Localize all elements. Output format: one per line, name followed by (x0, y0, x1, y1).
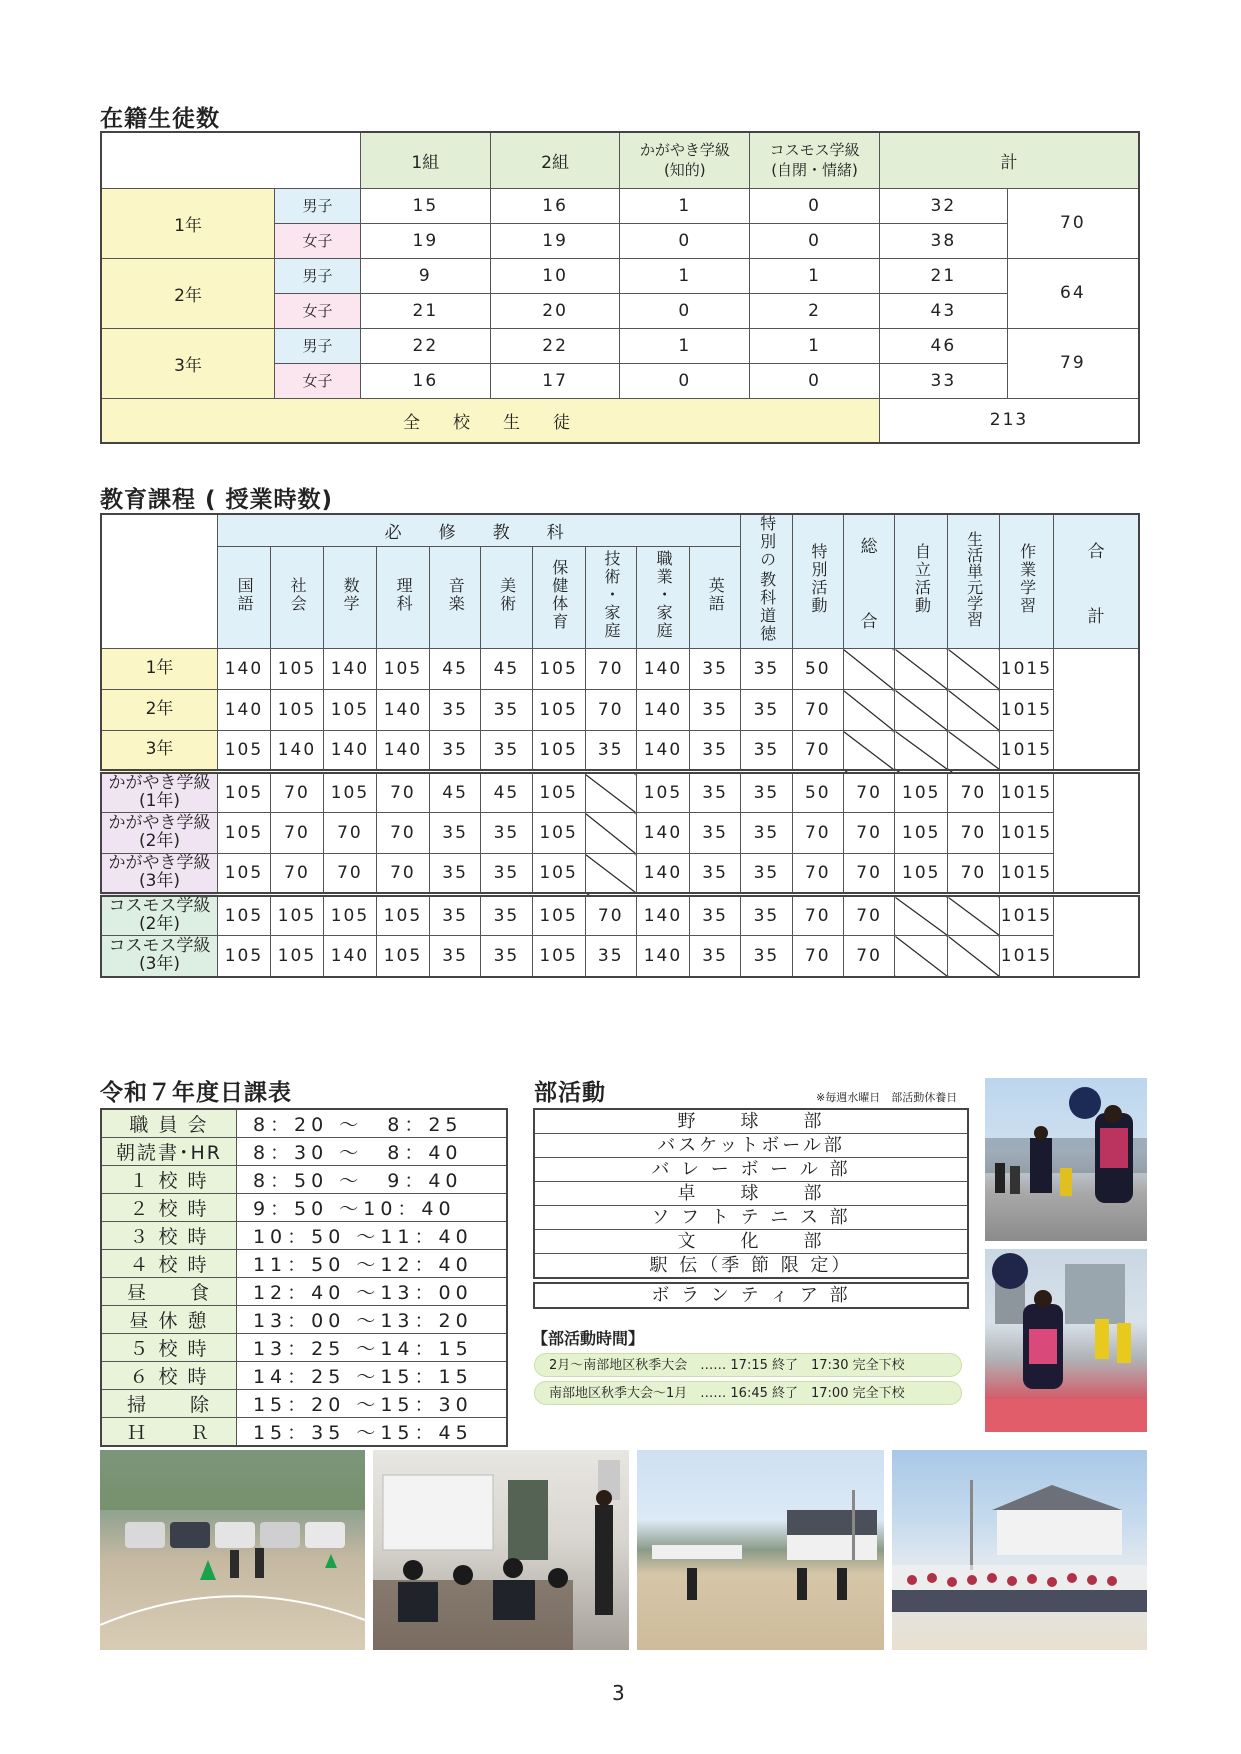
hours-cell: 105 (217, 854, 270, 895)
clubs-note: ※毎週水曜日 部活動休養日 (816, 1091, 958, 1104)
period-time: 13：00 〜13：20 (236, 1306, 507, 1334)
curriculum-row-label: かがやき学級 (1年) (101, 772, 217, 813)
period-time: 13：25 〜14：15 (236, 1334, 507, 1362)
school-total-label: 全 校 生 徒 (101, 398, 879, 443)
hours-cell: 70 (270, 854, 323, 895)
count-c2: 16 (490, 188, 620, 223)
hours-cell: 35 (481, 731, 532, 772)
required-subjects-label: 必 修 教 科 (217, 514, 740, 546)
schedule-row (101, 1362, 507, 1390)
header-total: 合 計 (1054, 514, 1139, 649)
curriculum-row (101, 690, 1139, 731)
hours-cell: 105 (376, 936, 429, 977)
hours-cell: 70 (376, 772, 429, 813)
hours-cell: 105 (532, 731, 585, 772)
subject-header: 保健体育 (532, 546, 585, 648)
count-sub: 33 (879, 363, 1007, 398)
club-hours-2: 南部地区秋季大会〜1月 …… 16:45 終了 17:00 完全下校 (534, 1381, 962, 1405)
hours-cell: 1015 (999, 731, 1054, 772)
header-sagyo: 作業学習 (999, 514, 1054, 649)
period-name: 昼 休 憩 (101, 1306, 236, 1334)
hours-cell: 35 (585, 731, 636, 772)
curriculum-row-label: コスモス学級 (2年) (101, 895, 217, 936)
hours-cell: 1015 (999, 772, 1054, 813)
curriculum-row (101, 813, 1139, 854)
hours-cell: 35 (585, 936, 636, 977)
period-name: 昼 食 (101, 1278, 236, 1306)
count-sub: 38 (879, 223, 1007, 258)
hours-cell: 70 (585, 895, 636, 936)
festival-parade-photo (985, 1249, 1147, 1432)
hours-cell: 45 (481, 772, 532, 813)
hours-cell: 140 (376, 690, 429, 731)
subject-header: 英語 (689, 546, 740, 648)
hours-cell: 35 (481, 854, 532, 895)
hours-cell: 140 (636, 813, 689, 854)
count-kagayaki: 0 (620, 223, 750, 258)
count-c1: 21 (360, 293, 490, 328)
count-c1: 22 (360, 328, 490, 363)
hours-cell: 35 (689, 895, 740, 936)
hours-cell: 105 (532, 936, 585, 977)
hours-cell: 35 (741, 649, 792, 690)
hours-cell: 140 (636, 731, 689, 772)
count-cosmos: 0 (750, 223, 880, 258)
period-name: ３ 校 時 (101, 1222, 236, 1250)
curriculum-row (101, 731, 1139, 772)
hours-cell: 70 (948, 772, 999, 813)
period-time: 8：30 〜 8：40 (236, 1138, 507, 1166)
curriculum-row (101, 854, 1139, 895)
hours-cell: 45 (429, 772, 480, 813)
hours-cell: 35 (429, 731, 480, 772)
sex-label: 女子 (275, 363, 361, 398)
header-moral: 特別の 教科道徳 (741, 514, 792, 649)
hours-cell: 70 (376, 854, 429, 895)
hours-cell: 105 (376, 649, 429, 690)
enrollment-row (101, 188, 1139, 223)
hours-cell: 140 (636, 649, 689, 690)
hours-cell: 35 (689, 731, 740, 772)
not-applicable-cell (948, 936, 999, 977)
curriculum-row (101, 895, 1139, 936)
hours-cell: 1015 (999, 895, 1054, 936)
hours-cell: 45 (481, 649, 532, 690)
hours-cell: 35 (689, 854, 740, 895)
hours-cell: 35 (429, 690, 480, 731)
hours-cell: 70 (792, 895, 843, 936)
not-applicable-cell (948, 895, 999, 936)
volunteer-box (533, 1282, 969, 1309)
count-c2: 20 (490, 293, 620, 328)
count-cosmos: 0 (750, 363, 880, 398)
hours-cell: 105 (323, 690, 376, 731)
curriculum-title: 教育課程 ( 授業時数) (100, 487, 334, 513)
hours-cell: 35 (481, 690, 532, 731)
period-name: Ｈ Ｒ (101, 1418, 236, 1447)
grade-total: 64 (1007, 258, 1139, 328)
hours-cell: 140 (323, 936, 376, 977)
hours-cell: 35 (741, 936, 792, 977)
count-sub: 43 (879, 293, 1007, 328)
hours-cell: 140 (376, 731, 429, 772)
count-kagayaki: 1 (620, 188, 750, 223)
count-cosmos: 0 (750, 188, 880, 223)
period-time: 15：20 〜15：30 (236, 1390, 507, 1418)
grade-total: 79 (1007, 328, 1139, 398)
hours-cell: 1015 (999, 936, 1054, 977)
hours-cell: 70 (948, 813, 999, 854)
grade-label: 2年 (101, 258, 275, 328)
hours-cell: 105 (217, 813, 270, 854)
header-kagayaki: かがやき学級 (知的) (620, 132, 750, 188)
schedule-row (101, 1306, 507, 1334)
hours-cell: 105 (532, 895, 585, 936)
hours-cell: 105 (270, 895, 323, 936)
period-time: 12：40 〜13：00 (236, 1278, 507, 1306)
hours-cell: 35 (689, 936, 740, 977)
enrollment-table (100, 131, 1140, 444)
schedule-row (101, 1334, 507, 1362)
hours-cell: 70 (585, 649, 636, 690)
header-cosmos: コスモス学級 (自閉・情緒) (750, 132, 880, 188)
curriculum-row-label: かがやき学級 (3年) (101, 854, 217, 895)
hours-cell: 140 (636, 895, 689, 936)
not-applicable-cell (843, 690, 894, 731)
hours-cell: 70 (323, 813, 376, 854)
subject-header: 国語 (217, 546, 270, 648)
hours-cell: 105 (217, 936, 270, 977)
hours-cell: 35 (741, 772, 792, 813)
period-time: 8：50 〜 9：40 (236, 1166, 507, 1194)
hours-cell: 105 (323, 772, 376, 813)
period-time: 9：50 〜10：40 (236, 1194, 507, 1222)
hours-cell: 45 (429, 649, 480, 690)
hours-cell: 105 (270, 690, 323, 731)
not-applicable-cell (585, 772, 636, 813)
sex-label: 男子 (275, 328, 361, 363)
count-kagayaki: 0 (620, 293, 750, 328)
not-applicable-cell (895, 936, 948, 977)
hours-cell: 105 (217, 895, 270, 936)
count-c2: 22 (490, 328, 620, 363)
header-sogo: 総 合 (843, 514, 894, 649)
count-c2: 10 (490, 258, 620, 293)
hours-cell: 140 (636, 936, 689, 977)
hours-cell: 105 (532, 649, 585, 690)
hours-cell: 35 (429, 854, 480, 895)
classroom-photo (373, 1450, 629, 1650)
hours-cell: 1015 (999, 813, 1054, 854)
club-item: 卓 球 部 (535, 1182, 967, 1206)
hours-cell: 70 (792, 731, 843, 772)
count-c2: 19 (490, 223, 620, 258)
count-c1: 9 (360, 258, 490, 293)
curriculum-row-label: 1年 (101, 649, 217, 690)
hours-cell: 35 (741, 731, 792, 772)
sex-label: 女子 (275, 293, 361, 328)
hours-cell: 70 (792, 854, 843, 895)
curriculum-row-label: 3年 (101, 731, 217, 772)
subject-header: 美術 (481, 546, 532, 648)
enrollment-row (101, 328, 1139, 363)
period-name: ５ 校 時 (101, 1334, 236, 1362)
hours-cell: 140 (636, 854, 689, 895)
sex-label: 女子 (275, 223, 361, 258)
hours-cell: 35 (689, 690, 740, 731)
hours-cell: 35 (429, 936, 480, 977)
hours-cell: 105 (895, 772, 948, 813)
schedule-title: 令和７年度日課表 (100, 1080, 292, 1106)
schedule-row (101, 1278, 507, 1306)
hours-cell: 140 (270, 731, 323, 772)
period-time: 14：25 〜15：15 (236, 1362, 507, 1390)
period-name: ６ 校 時 (101, 1362, 236, 1390)
hours-cell: 105 (532, 690, 585, 731)
schedule-row (101, 1166, 507, 1194)
hours-cell: 35 (429, 895, 480, 936)
page-number: 3 (612, 1681, 625, 1705)
count-sub: 32 (879, 188, 1007, 223)
subject-header: 数学 (323, 546, 376, 648)
count-sub: 21 (879, 258, 1007, 293)
sex-label: 男子 (275, 258, 361, 293)
club-hours-1: 2月〜南部地区秋季大会 …… 17:15 終了 17:30 完全下校 (534, 1353, 962, 1377)
period-time: 10：50 〜11：40 (236, 1222, 507, 1250)
hours-cell: 70 (792, 936, 843, 977)
festival-dance-photo (985, 1078, 1147, 1241)
period-name: ４ 校 時 (101, 1250, 236, 1278)
hours-cell: 70 (792, 813, 843, 854)
club-item: ソ フ ト テ ニ ス 部 (535, 1206, 967, 1230)
club-hours-title: 【部活動時間】 (532, 1329, 645, 1348)
count-sub: 46 (879, 328, 1007, 363)
period-name: 朝読書･HR (101, 1138, 236, 1166)
schedule-row (101, 1250, 507, 1278)
club-item: バスケットボール部 (535, 1134, 967, 1158)
count-c1: 16 (360, 363, 490, 398)
count-c1: 15 (360, 188, 490, 223)
hours-cell: 70 (585, 690, 636, 731)
hours-cell: 70 (843, 936, 894, 977)
period-time: 11：50 〜12：40 (236, 1250, 507, 1278)
schedule-row (101, 1194, 507, 1222)
curriculum-row (101, 772, 1139, 813)
not-applicable-cell (585, 813, 636, 854)
club-item: 駅 伝（季 節 限 定） (649, 1255, 853, 1276)
curriculum-row-label: 2年 (101, 690, 217, 731)
hours-cell: 105 (270, 649, 323, 690)
hours-cell: 70 (843, 772, 894, 813)
count-kagayaki: 1 (620, 328, 750, 363)
sports-day-photo-2 (892, 1450, 1147, 1650)
not-applicable-cell (895, 690, 948, 731)
hours-cell: 35 (741, 813, 792, 854)
curriculum-table (100, 513, 1140, 978)
hours-cell: 105 (532, 854, 585, 895)
hours-cell: 70 (323, 854, 376, 895)
not-applicable-cell (948, 731, 999, 772)
not-applicable-cell (895, 895, 948, 936)
grade-total: 70 (1007, 188, 1139, 258)
hours-cell: 1015 (999, 854, 1054, 895)
subject-header: 理科 (376, 546, 429, 648)
hours-cell: 35 (481, 936, 532, 977)
hours-cell: 140 (323, 731, 376, 772)
clubs-title: 部活動 (534, 1080, 606, 1106)
hours-cell: 105 (217, 731, 270, 772)
hours-cell: 35 (481, 813, 532, 854)
period-time: 15：35 〜15：45 (236, 1418, 507, 1447)
count-cosmos: 2 (750, 293, 880, 328)
curriculum-row-label: コスモス学級 (3年) (101, 936, 217, 977)
sports-field-photo (100, 1450, 365, 1650)
hours-cell: 70 (843, 854, 894, 895)
not-applicable-cell (948, 649, 999, 690)
hours-cell: 70 (792, 690, 843, 731)
period-time: 8：20 〜 8：25 (236, 1109, 507, 1138)
not-applicable-cell (895, 649, 948, 690)
schedule-row (101, 1109, 507, 1138)
hours-cell: 70 (270, 813, 323, 854)
count-kagayaki: 0 (620, 363, 750, 398)
hours-cell: 35 (481, 895, 532, 936)
hours-cell: 140 (323, 649, 376, 690)
hours-cell: 105 (323, 895, 376, 936)
club-item: 文 化 部 (535, 1230, 967, 1254)
hours-cell: 35 (689, 813, 740, 854)
hours-cell: 35 (741, 895, 792, 936)
schedule-row (101, 1418, 507, 1447)
hours-cell: 70 (270, 772, 323, 813)
hours-cell: 35 (741, 690, 792, 731)
schedule-table (100, 1108, 508, 1447)
header-class2: 2組 (490, 132, 620, 188)
subject-header: 社会 (270, 546, 323, 648)
header-jiritsu: 自立活動 (895, 514, 948, 649)
hours-cell: 140 (636, 690, 689, 731)
hours-cell: 105 (532, 772, 585, 813)
club-item: バ レ ー ボ ー ル 部 (535, 1158, 967, 1182)
hours-cell: 35 (429, 813, 480, 854)
grade-label: 1年 (101, 188, 275, 258)
count-cosmos: 1 (750, 258, 880, 293)
enrollment-row (101, 258, 1139, 293)
school-total-value: 213 (879, 398, 1139, 443)
grade-label: 3年 (101, 328, 275, 398)
hours-cell: 70 (843, 895, 894, 936)
period-name: 掃 除 (101, 1390, 236, 1418)
period-name: 職 員 会 (101, 1109, 236, 1138)
header-seikatsu: 生活単元学習 (948, 514, 999, 649)
hours-cell: 35 (741, 854, 792, 895)
hours-cell: 70 (376, 813, 429, 854)
hours-cell: 50 (792, 649, 843, 690)
hours-cell: 105 (217, 772, 270, 813)
hours-cell: 1015 (999, 690, 1054, 731)
sex-label: 男子 (275, 188, 361, 223)
hours-cell: 50 (792, 772, 843, 813)
hours-cell: 35 (689, 772, 740, 813)
curriculum-row (101, 936, 1139, 977)
hours-cell: 105 (270, 936, 323, 977)
sports-day-photo-1 (637, 1450, 884, 1650)
subject-header: 職業・家庭 (636, 546, 689, 648)
not-applicable-cell (843, 649, 894, 690)
hours-cell: 105 (532, 813, 585, 854)
schedule-row (101, 1390, 507, 1418)
period-name: １ 校 時 (101, 1166, 236, 1194)
club-volunteer: ボ ラ ン テ ィ ア 部 (651, 1285, 851, 1306)
curriculum-row (101, 649, 1139, 690)
subject-header: 音楽 (429, 546, 480, 648)
hours-cell: 140 (217, 649, 270, 690)
not-applicable-cell (948, 690, 999, 731)
header-class1: 1組 (360, 132, 490, 188)
not-applicable-cell (585, 854, 636, 895)
subject-header: 技術・家庭 (585, 546, 636, 648)
count-cosmos: 1 (750, 328, 880, 363)
hours-cell: 35 (689, 649, 740, 690)
count-c2: 17 (490, 363, 620, 398)
schedule-row (101, 1138, 507, 1166)
hours-cell: 1015 (999, 649, 1054, 690)
count-kagayaki: 1 (620, 258, 750, 293)
enrollment-title: 在籍生徒数 (100, 106, 220, 132)
period-name: ２ 校 時 (101, 1194, 236, 1222)
hours-cell: 105 (636, 772, 689, 813)
schedule-row (101, 1222, 507, 1250)
hours-cell: 105 (376, 895, 429, 936)
header-tokkatsu: 特別活動 (792, 514, 843, 649)
hours-cell: 70 (948, 854, 999, 895)
hours-cell: 140 (217, 690, 270, 731)
hours-cell: 105 (895, 813, 948, 854)
count-c1: 19 (360, 223, 490, 258)
not-applicable-cell (843, 731, 894, 772)
hours-cell: 70 (843, 813, 894, 854)
curriculum-row-label: かがやき学級 (2年) (101, 813, 217, 854)
hours-cell: 105 (895, 854, 948, 895)
not-applicable-cell (895, 731, 948, 772)
clubs-list (533, 1108, 969, 1279)
header-total: 計 (879, 132, 1139, 188)
club-item: 野 球 部 (535, 1110, 967, 1134)
